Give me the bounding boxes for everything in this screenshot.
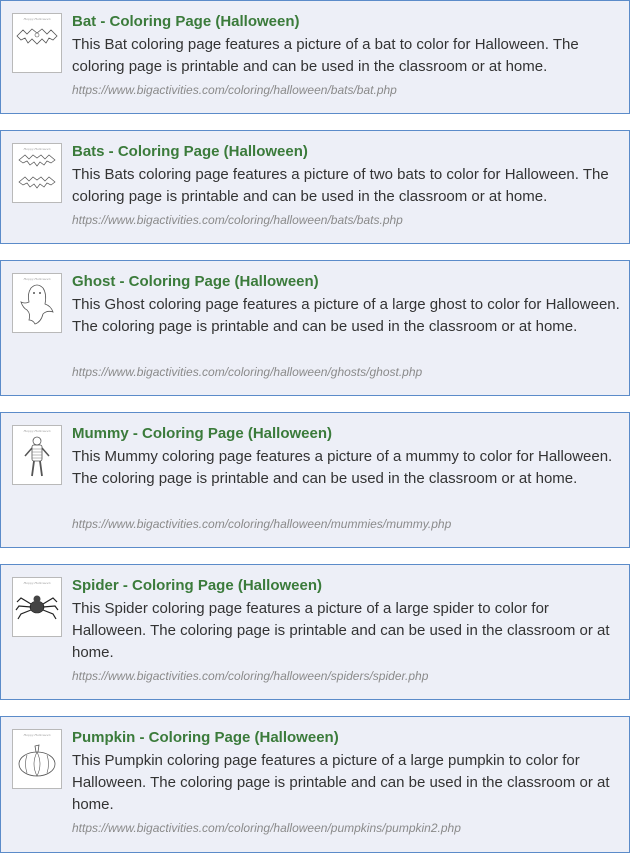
result-card-spider (0, 564, 630, 700)
result-title[interactable]: Spider - Coloring Page (Halloween) (72, 577, 323, 594)
mummy-icon (13, 426, 61, 484)
result-description: This Spider coloring page features a picture of a large spider to color for Halloween. The coloring page is printable and can be used in the classroom or at home. (72, 600, 610, 661)
result-thumbnail[interactable] (12, 729, 62, 789)
result-description: This Pumpkin coloring page features a picture of a large pumpkin to color for Halloween. The coloring page is printable and can be used in the classroom or at home. (72, 752, 610, 813)
result-description: This Bat coloring page features a picture of a bat to color for Halloween. The coloring page is printable and can be used in the classroom or at home. (72, 36, 579, 75)
result-thumbnail[interactable] (12, 13, 62, 73)
two-bats-icon (13, 144, 61, 202)
result-title[interactable]: Pumpkin - Coloring Page (Halloween) (72, 729, 339, 746)
result-url[interactable]: https://www.bigactivities.com/coloring/halloween/bats/bat.php (72, 83, 397, 97)
result-thumbnail[interactable] (12, 577, 62, 637)
result-thumbnail[interactable] (12, 273, 62, 333)
result-url[interactable]: https://www.bigactivities.com/coloring/halloween/spiders/spider.php (72, 669, 429, 683)
thumbnail-caption: Happy Halloween (23, 17, 51, 21)
pumpkin-icon (13, 730, 61, 788)
result-url[interactable]: https://www.bigactivities.com/coloring/halloween/pumpkins/pumpkin2.php (72, 821, 461, 835)
result-title[interactable]: Ghost - Coloring Page (Halloween) (72, 273, 319, 290)
thumbnail-caption: Happy Halloween (23, 147, 51, 151)
thumbnail-caption: Happy Halloween (23, 581, 51, 585)
result-card-mummy (0, 412, 630, 548)
thumbnail-caption: Happy Halloween (23, 429, 51, 433)
result-title[interactable]: Bats - Coloring Page (Halloween) (72, 143, 308, 160)
thumbnail-caption: Happy Halloween (23, 277, 51, 281)
result-title[interactable]: Mummy - Coloring Page (Halloween) (72, 425, 333, 442)
result-thumbnail[interactable] (12, 425, 62, 485)
result-url[interactable]: https://www.bigactivities.com/coloring/halloween/ghosts/ghost.php (72, 365, 423, 379)
ghost-icon (13, 274, 61, 332)
result-title[interactable]: Bat - Coloring Page (Halloween) (72, 13, 300, 30)
result-description: This Mummy coloring page features a picture of a mummy to color for Halloween. The coloring page is printable and can be used in the classroom or at home. (72, 448, 613, 487)
thumbnail-caption: Happy Halloween (23, 733, 51, 737)
result-description: This Ghost coloring page features a picture of a large ghost to color for Halloween. The coloring page is printable and can be used in the classroom or at home. (72, 296, 620, 335)
result-card-pumpkin (0, 716, 630, 853)
result-card-ghost (0, 260, 630, 396)
bat-icon (13, 14, 61, 72)
result-card-bats (0, 130, 630, 244)
result-card-bat (0, 0, 630, 114)
result-description: This Bats coloring page features a picture of two bats to color for Halloween. The coloring page is printable and can be used in the classroom or at home. (72, 166, 609, 205)
result-url[interactable]: https://www.bigactivities.com/coloring/halloween/bats/bats.php (72, 213, 403, 227)
spider-icon (13, 578, 61, 636)
result-thumbnail[interactable] (12, 143, 62, 203)
result-url[interactable]: https://www.bigactivities.com/coloring/halloween/mummies/mummy.php (72, 517, 452, 531)
